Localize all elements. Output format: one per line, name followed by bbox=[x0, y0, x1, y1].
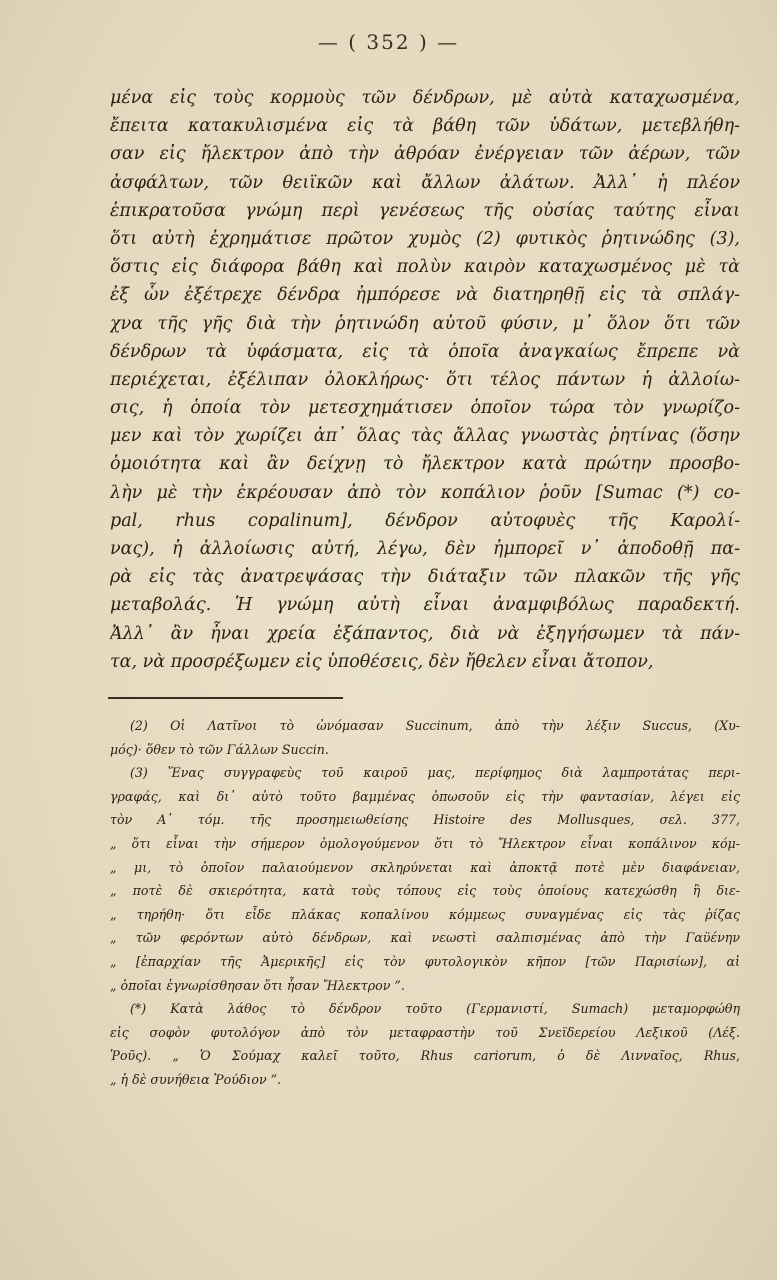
footnote-line: „ ὁποῖαι ἐγνωρίσθησαν ὅτι ἦσαν Ἤλεκτρον ”. bbox=[110, 977, 405, 993]
footnote-line: „ τηρήθη· ὅτι εἶδε πλάκας κοπαλίνου κόμμεως συναγμένας εἰς τὰς ῥίζας bbox=[110, 906, 740, 922]
footnote-line: Ῥοῦς). „ Ὁ Σούμαχ καλεῖ τοῦτο, Rhus cariorum, ὁ δὲ Λινναῖος, Rhus, bbox=[110, 1048, 740, 1064]
text-line: σις, ἡ ὁποία τὸν μετεσχημάτισεν ὁποῖον τώρα τὸν γνωρίζο- bbox=[110, 398, 740, 419]
text-line: ρὰ εἰς τὰς ἀνατρεψάσας τὴν διάταξιν τῶν πλακῶν τῆς γῆς bbox=[110, 567, 740, 588]
text-line: σαν εἰς ἤλεκτρον ἀπὸ τὴν ἀθρόαν ἐνέργειαν τῶν ἀέρων, τῶν bbox=[110, 144, 740, 165]
text-line: χνα τῆς γῆς διὰ τὴν ῥητινώδη αὐτοῦ φύσιν, μ᾿ ὅλον ὅτι τῶν bbox=[110, 313, 740, 334]
footnote-line: μός)· ὅθεν τὸ τῶν Γάλλων Succin. bbox=[110, 741, 329, 757]
footnote-line: τὸν Α᾿ τόμ. τῆς προσημειωθείσης Histoire des Mollusques, σελ. 377, bbox=[110, 812, 740, 828]
footnote-line: „ ποτὲ δὲ σκιερότητα, κατὰ τοὺς τόπους εἰς τοὺς ὁποίους κατεχώσθη ἢ διε- bbox=[110, 883, 740, 899]
text-line: τα, νὰ προσρέξωμεν εἰς ὑποθέσεις, δὲν ἤθελεν εἶναι ἄτοπον, bbox=[110, 651, 654, 672]
text-line: μεταβολάς. Ἡ γνώμη αὐτὴ εἶναι ἀναμφιβόλως παραδεκτή. bbox=[110, 595, 740, 616]
text-line: νας), ἡ ἀλλοίωσις αὐτή, λέγω, δὲν ἠμπορεῖ ν᾿ ἀποδοθῇ πα- bbox=[110, 539, 740, 559]
text-line: ἐξ ὧν ἐξέτρεχε δένδρα ἠμπόρεσε νὰ διατηρηθῇ εἰς τὰ σπλάγ- bbox=[110, 285, 740, 306]
text-line: περιέχεται, ἐξέλιπαν ὁλοκλήρως· ὅτι τέλος πάντων ἡ ἀλλοίω- bbox=[110, 369, 740, 390]
footnotes bbox=[110, 714, 740, 1092]
footnote-line: „ μι, τὸ ὁποῖον παλαιούμενον σκληρύνεται καὶ ἀποκτᾷ ποτὲ μὲν διαφάνειαν, bbox=[110, 859, 740, 875]
text-line: pal, rhus copalinum], δένδρον αὐτοφυὲς τῆς Καρολί- bbox=[110, 510, 740, 531]
footnote-line: εἰς σοφὸν φυτολόγον ἀπὸ τὸν μεταφραστὴν τοῦ Σνεϊδερείου Λεξικοῦ (Λέξ. bbox=[110, 1024, 740, 1040]
footnote-line: (2) Οἱ Λατῖνοι τὸ ὠνόμασαν Succinum, ἀπὸ τὴν λέξιν Succus, (Χυ- bbox=[130, 718, 740, 733]
footnote-line: γραφάς, καὶ δι᾿ αὐτὸ τοῦτο βαμμένας ὁπωσοῦν εἰς τὴν φαντασίαν, λέγει εἰς bbox=[110, 788, 740, 804]
page-number: — ( 352 ) — bbox=[317, 30, 460, 54]
text-line: ὅτι αὐτὴ ἐχρημάτισε πρῶτον χυμὸς (2) φυτικὸς ῥητινώδης (3), bbox=[110, 228, 740, 249]
footnote-line: „ ὅτι εἶναι τὴν σήμερον ὁμολογούμενον ὅτι τὸ Ἤλεκτρον εἶναι κοπάλινον κόμ- bbox=[110, 835, 740, 851]
text-line: ὁμοιότητα καὶ ἂν δείχνῃ τὸ ἤλεκτρον κατὰ πρώτην προσβο- bbox=[110, 454, 740, 475]
text-line: Ἀλλ᾿ ἂν ἦναι χρεία ἐξάπαντος, διὰ νὰ ἐξηγήσωμεν τὰ πάν- bbox=[110, 623, 740, 644]
footnote-line: (*) Κατὰ λάθος τὸ δένδρον τοῦτο (Γερμανιστί, Sumach) μεταμορφώθη bbox=[130, 1001, 740, 1017]
text-line: ἀσφάλτων, τῶν θειϊκῶν καὶ ἄλλων ἀλάτων. Ἀλλ᾿ ἡ πλέον bbox=[110, 172, 740, 193]
main-text bbox=[110, 84, 740, 676]
text-line: λὴν μὲ τὴν ἐκρέουσαν ἀπὸ τὸν κοπάλιον ῥοῦν [Sumac (*) co- bbox=[110, 482, 740, 503]
footnote-line: (3) Ἕνας συγγραφεὺς τοῦ καιροῦ μας, περίφημος διὰ λαμπροτάτας περι- bbox=[130, 765, 740, 781]
footnote-divider bbox=[108, 697, 343, 699]
text-line: ἐπικρατοῦσα γνώμη περὶ γενέσεως τῆς οὐσίας ταύτης εἶναι bbox=[110, 200, 740, 221]
footnote-line: „ [ἐπαρχίαν τῆς Ἀμερικῆς] εἰς τὸν φυτολογικὸν κῆπον [τῶν Παρισίων], αἱ bbox=[110, 953, 740, 969]
text-line: ὅστις εἰς διάφορα βάθη καὶ πολὺν καιρὸν καταχωσμένος μὲ τὰ bbox=[110, 257, 740, 278]
text-line: μένα εἰς τοὺς κορμοὺς τῶν δένδρων, μὲ αὐτὰ καταχωσμένα, bbox=[110, 88, 740, 108]
footnote-line: „ τῶν φερόντων αὐτὸ δένδρων, καὶ νεωστὶ σαλπισμένας ἀπὸ τὴν Γαϋένην bbox=[110, 930, 740, 946]
text-line: μεν καὶ τὸν χωρίζει ἀπ᾿ ὅλας τὰς ἄλλας γνωστὰς ῥητίνας (ὅσην bbox=[110, 426, 740, 447]
footnote-line: „ ἡ δὲ συνήθεια Ῥούδιον ”. bbox=[110, 1071, 282, 1087]
text-line: δένδρων τὰ ὑφάσματα, εἰς τὰ ὁποῖα ἀναγκαίως ἔπρεπε νὰ bbox=[110, 341, 740, 362]
text-line: ἔπειτα κατακυλισμένα εἰς τὰ βάθη τῶν ὑδάτων, μετεβλήθη- bbox=[110, 116, 740, 137]
